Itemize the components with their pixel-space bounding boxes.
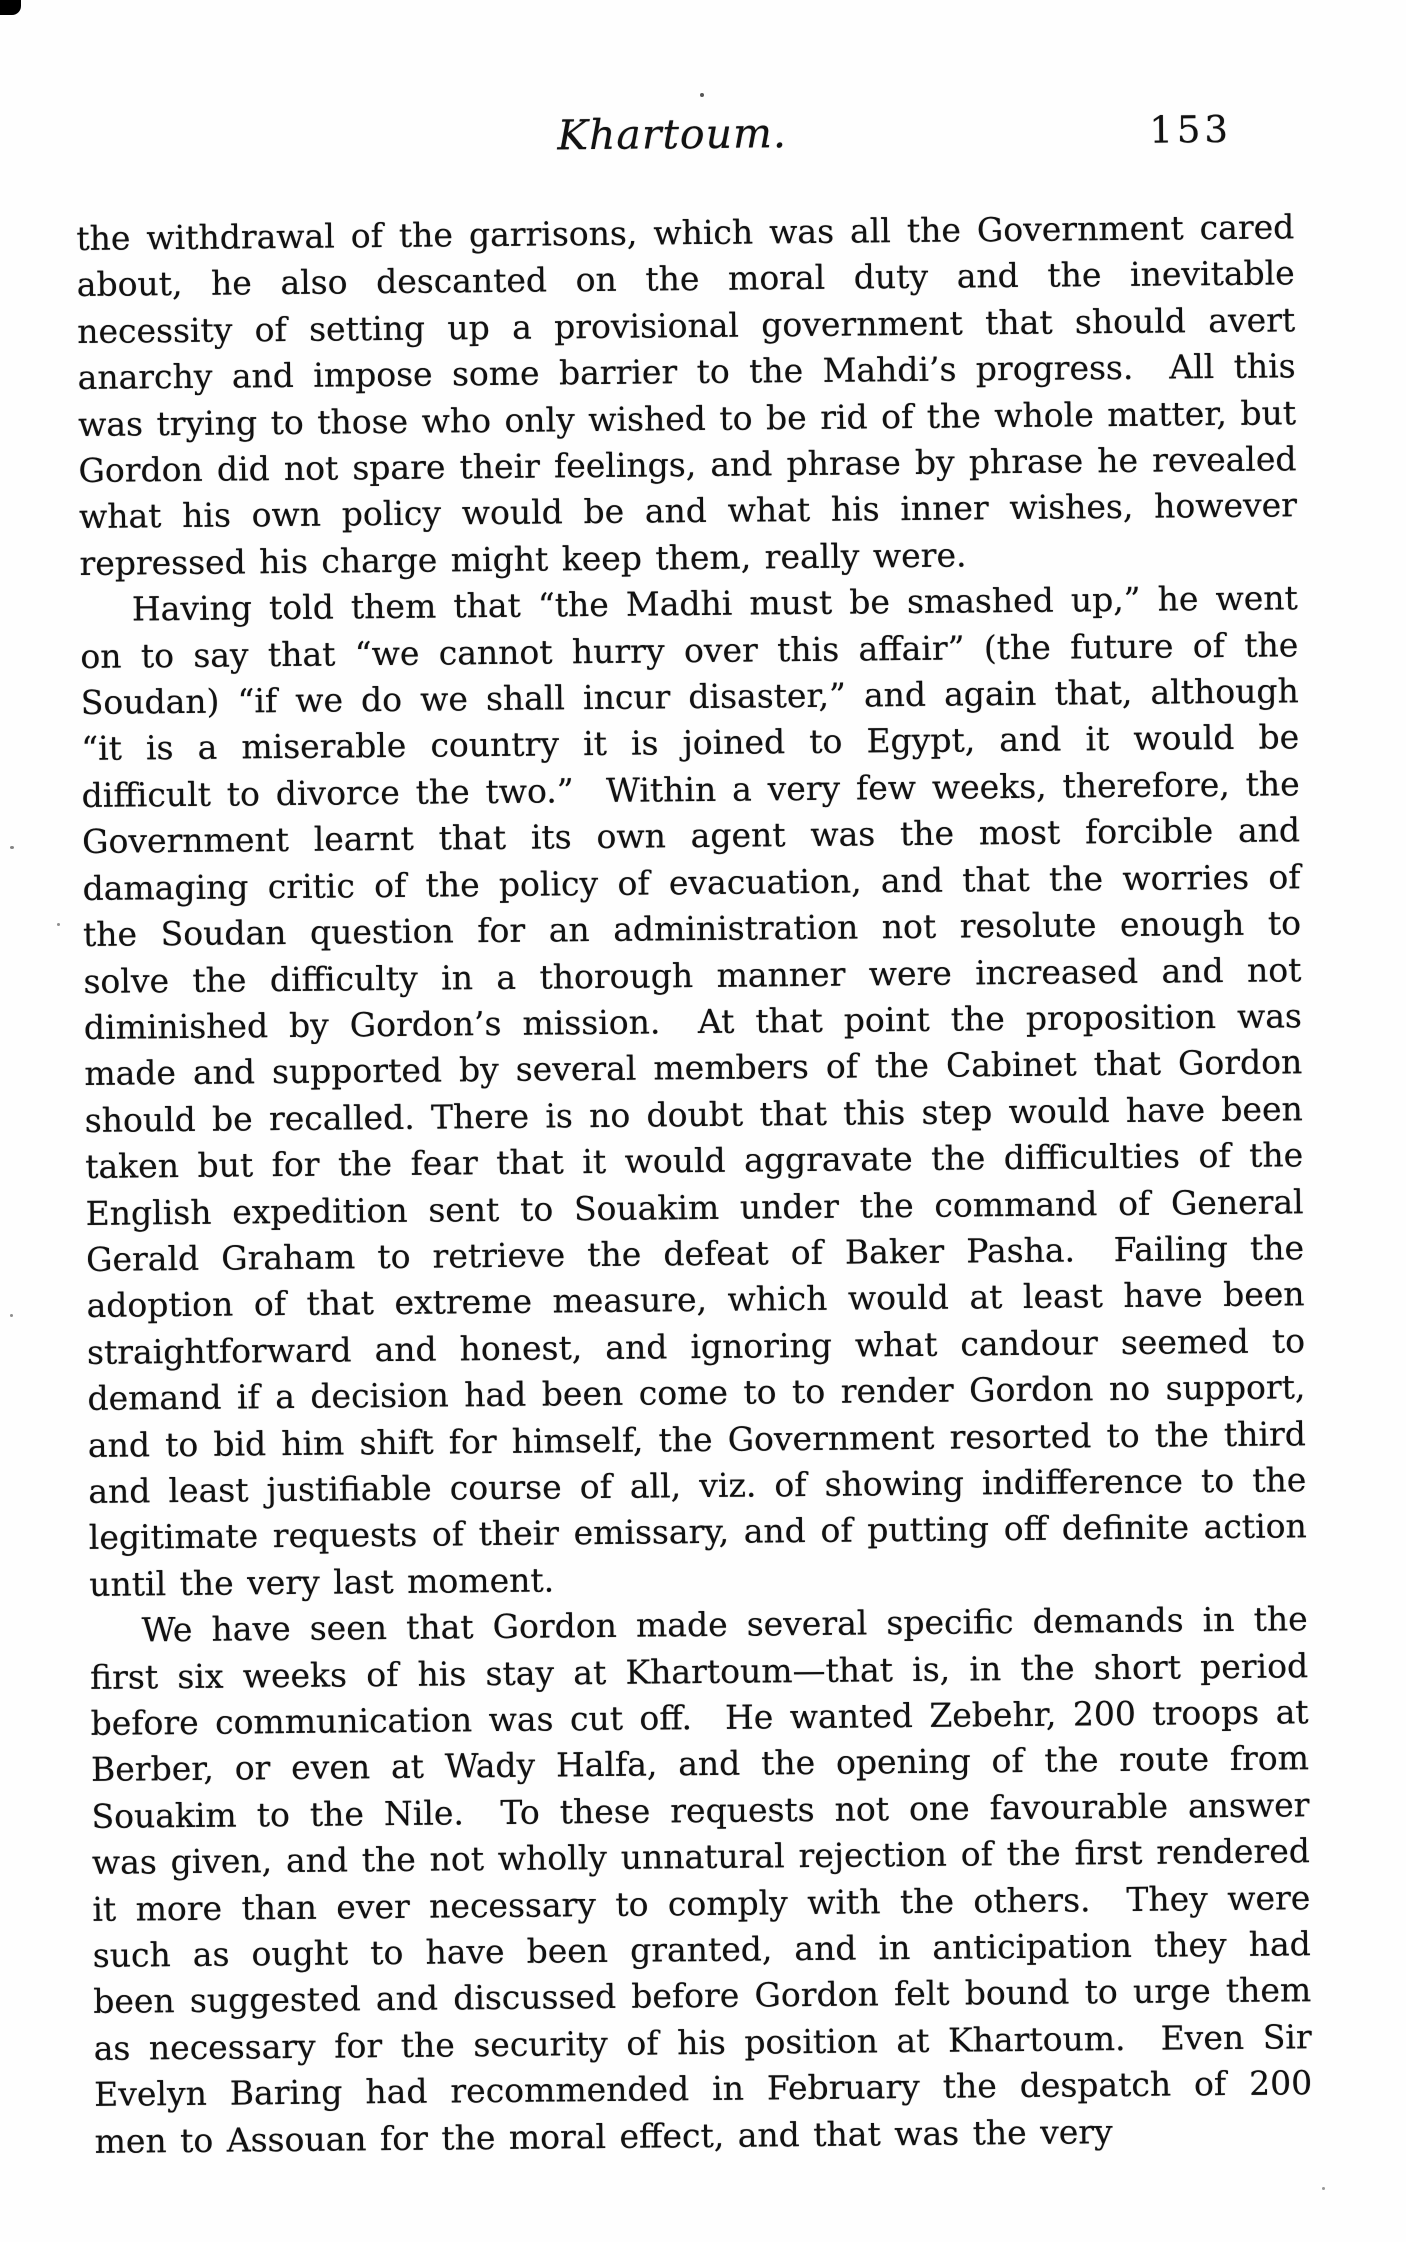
paragraph: the withdrawal of the garrisons, which was all the Government cared about, he also descanted on the moral duty and the inevitable necessity of setting up a provisional government that should avert anarchy and impose some barrier to the Mahdi’s progress. All this was trying to those who only wished to be rid of the whole matter, but Gordon did not spare their feelings, and phrase by phrase he revealed what his own policy would be and what his inner wishes, however repressed his charge might keep them, really were. bbox=[76, 207, 1298, 583]
scan-speck bbox=[57, 923, 60, 926]
scan-speck bbox=[700, 93, 704, 97]
scan-speck bbox=[10, 1314, 13, 1317]
page-title: Khartoum. bbox=[557, 109, 788, 160]
running-header bbox=[0, 103, 1406, 178]
paragraph: Having told them that “the Madhi must be smashed up,” he went on to say that “we cannot hurry over this affair” (the future of the Soudan) “if we do we shall incur disaster,” and again that, although “it is a miserable country it is joined to Egypt, and it would be difficult to divorce the two.” Within a very few weeks, therefore, the Government learnt that its own agent was the most forcible and damaging critic of the policy of evacuation, and that the worries of the Soudan question for an administration not resolute enough to solve the difficulty in a thorough manner were increased and not diminished by Gordon’s mission. At that point the proposition was made and supported by several members of the Cabinet that Gordon should be recalled. There is no doubt that this step would have been taken but for the fear that it would aggravate the difficulties of the English expedition sent to Souakim under the command of General Gerald Graham to retrieve the defeat of Baker Pasha. Failing the adoption of that extreme measure, which would at least have been straightforward and honest, and ignoring what candour seemed to demand if a decision had been come to to render Gordon no support, and to bid him shift for himself, the Government resorted to the third and least justifiable course of all, viz. of showing indifference to the legitimate requests of their emissary, and of putting off definite action until the very last moment. bbox=[80, 578, 1307, 1604]
scan-artifact-top-left bbox=[0, 0, 21, 15]
page-number: 153 bbox=[1149, 107, 1233, 152]
page-body bbox=[76, 204, 1313, 2165]
scan-speck bbox=[1322, 2187, 1325, 2190]
scan-speck bbox=[10, 846, 14, 849]
paragraph: We have seen that Gordon made several specific demands in the first six weeks of his stay at Khartoum—that is, in the short period before communication was cut off. He wanted Zebehr, 200 troops at Berber, or even at Wady Halfa, and the opening of the route from Souakim to the Nile. To these requests not one favourable answer was given, and the not wholly unnatural rejection of the first rendered it more than ever necessary to comply with the others. They were such as ought to have been granted, and in anticipation they had been suggested and discussed before Gordon felt bound to urge them as necessary for the security of his position at Khartoum. Even Sir Evelyn Baring had recommended in February the despatch of 200 men to Assouan for the moral effect, and that was the very bbox=[89, 1599, 1313, 2161]
